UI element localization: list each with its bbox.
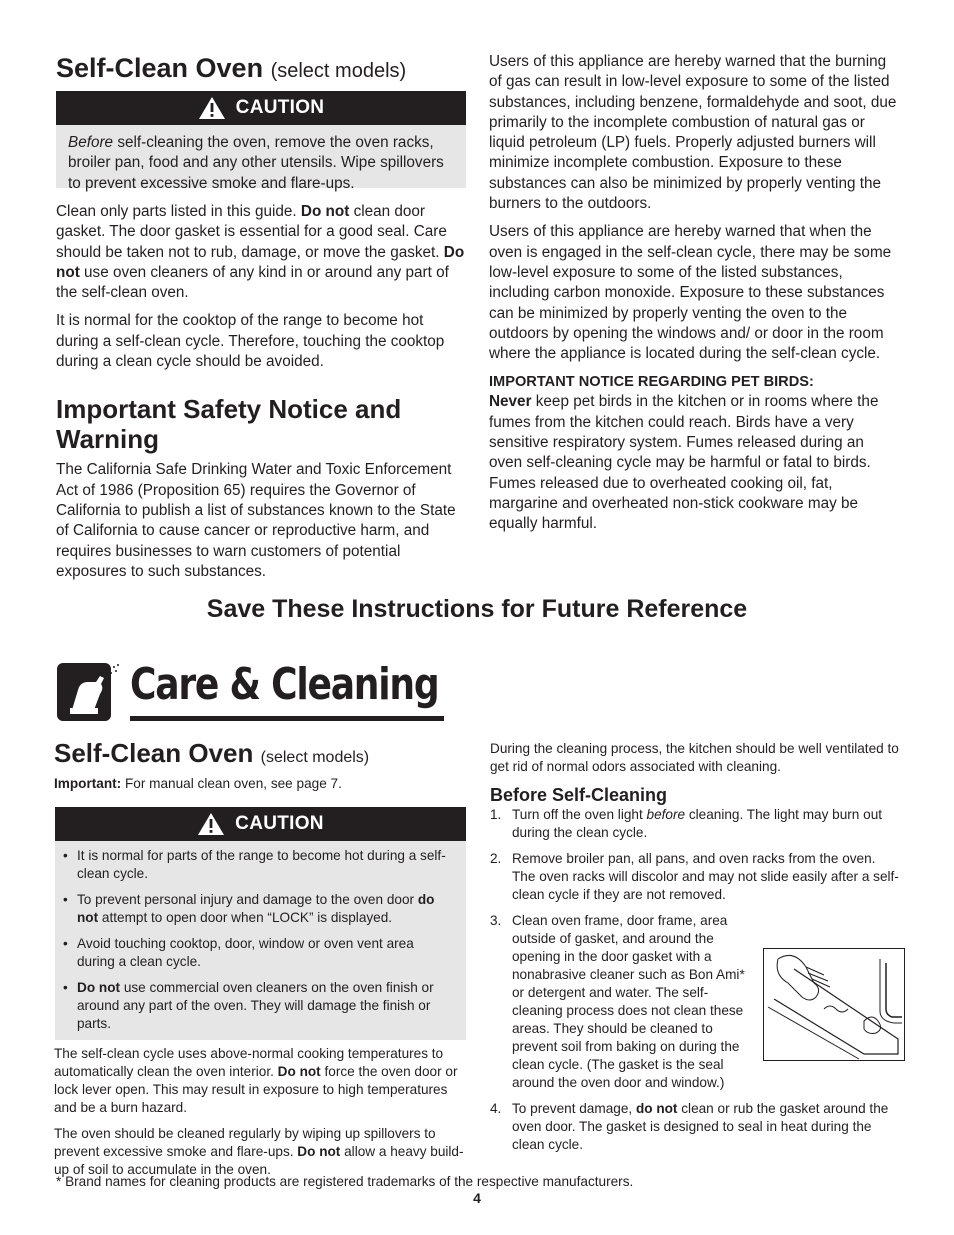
proposition-65-paragraph: The California Safe Drinking Water and Toxic Enforcement Act of 1986 (Proposition 65) requires the Governor of California to publish a list of substances known to the State of California to cause cancer or reproductive harm, and requires businesses to warn customers of potential exposures to such substances. [56, 461, 456, 580]
caution-bullets-box [55, 841, 466, 1040]
pet-birds-heading: IMPORTANT NOTICE REGARDING PET BIRDS: [489, 374, 814, 391]
bottom-left-column [54, 738, 466, 1179]
trademark-footnote: * Brand names for cleaning products are registered trademarks of the respective manufacturers. [56, 1174, 634, 1189]
steps-list [490, 806, 902, 1154]
step-item: 2. Remove broiler pan, all pans, and oven racks from the oven. The oven racks will discolor and may not slide easily after a self-clean cycle if they are not removed. [490, 851, 899, 902]
ventilation-paragraph: During the cleaning process, the kitchen should be well ventilated to get rid of normal odors associated with cleaning. [490, 741, 899, 774]
section-title: Care & Cleaning [130, 659, 439, 710]
top-right-column [489, 52, 899, 535]
warning-triangle-icon [198, 96, 226, 120]
caution-bullet: • Do not use commercial oven cleaners on the oven finish or around any part of the oven. They will damage the finish or parts. [57, 979, 452, 1033]
manual-clean-note: Important: For manual clean oven, see page 7. [54, 776, 342, 791]
warning-triangle-icon [197, 812, 225, 836]
step-item: 4. To prevent damage, do not clean or rub the gasket around the oven door. The gasket is designed to seal in heat during the clean cycle. [490, 1101, 889, 1152]
cleaning-spray-icon [56, 660, 122, 724]
cooktop-hot-paragraph: It is normal for the cooktop of the range to become hot during a self-clean cycle. Therefore, touching the cooktop during a clean cycle should be avoided. [56, 312, 445, 371]
oven-door-illustration [763, 948, 905, 1061]
step-item: 3. Clean oven frame, door frame, area outside of gasket, and around the opening in the door gasket with a nonabrasive cleaner such as Bon Ami* or detergent and water. The self-cleaning process does not clean these areas. They should be cleaned to prevent soil from baking on during the clean cycle. (The gasket is the seal around the oven door and window.) [490, 912, 902, 1092]
bottom-right-column [490, 740, 902, 1162]
gas-exposure-paragraph: Users of this appliance are hereby warned that the burning of gas can result in low-level exposure to some of the listed substances, including benzene, formaldehyde and soot, due primarily to the incomplete combustion of natural gas or liquid petroleum (LP) fuels. Properly adjusted burners will minimize incomplete combustion. Exposure to these substances can also be minimized by properly venting the burners to the outdoors. [489, 53, 897, 213]
step-item: 1. Turn off the oven light before cleaning. The light may burn out during the clean cycle. [490, 807, 883, 840]
pet-birds-paragraph: Never keep pet birds in the kitchen or in rooms where the fumes from the kitchen could reach. Birds have a very sensitive respiratory system. Fumes released during an oven self-cleaning cycle may be harmful or fatal to birds. Fumes released due to overheated cooking oil, fat, margarine and overheated non-stick cookware may be equally harmful. [489, 393, 879, 533]
safety-notice-heading: Important Safety Notice and Warning [56, 394, 402, 455]
caution-text: Before self-cleaning the oven, remove the oven racks, broiler pan, food and any other utensils. Wipe spillovers to prevent excessive smoke and flare-ups. [56, 125, 466, 188]
top-left-column [56, 52, 466, 582]
save-instructions-heading: Save These Instructions for Future Reference [206, 595, 748, 623]
caution-banner: CAUTION [56, 91, 466, 125]
caution-bullet: • It is normal for parts of the range to become hot during a self-clean cycle. [57, 847, 452, 883]
before-self-cleaning-heading: Before Self-Cleaning [490, 785, 668, 805]
self-clean-cycle-paragraph: The self-clean cycle uses above-normal cooking temperatures to automatically clean the oven interior. Do not force the oven door or lock lever open. This may result in exposure to high temperatures and be a burn hazard. [54, 1046, 458, 1115]
care-cleaning-header [56, 659, 439, 724]
caution-banner-2: CAUTION [55, 807, 466, 841]
regular-cleaning-paragraph: The oven should be cleaned regularly by wiping up spillovers to prevent excessive smoke and flare-ups. Do not allow a heavy build-up of soil to accumulate in the oven. [54, 1126, 464, 1177]
self-clean-heading-2: Self-Clean Oven (select models) [54, 738, 370, 768]
caution-bullet: • Avoid touching cooktop, door, window or oven vent area during a clean cycle. [57, 935, 452, 971]
section-title-underline [130, 716, 444, 721]
page-number: 4 [473, 1190, 481, 1206]
self-clean-heading: Self-Clean Oven (select models) [56, 53, 407, 83]
self-clean-exposure-paragraph: Users of this appliance are hereby warned that when the oven is engaged in the self-clean cycle, there may be some low-level exposure to some of the listed substances, including carbon monoxide. Exposure to these substances can be minimized by properly venting the oven to the outdoors by opening the windows and/ or door in the room where the appliance is located during the self-clean cycle. [489, 223, 892, 363]
caution-bullet: • To prevent personal injury and damage to the oven door do not attempt to open door when “LOCK” is displayed. [57, 891, 452, 927]
clean-parts-paragraph: Clean only parts listed in this guide. Do not clean door gasket. The door gasket is essential for a good seal. Care should be taken not to rub, damage, or move the gasket. Do not use oven cleaners of any kind in or around any part of the self-clean oven. [56, 203, 465, 302]
